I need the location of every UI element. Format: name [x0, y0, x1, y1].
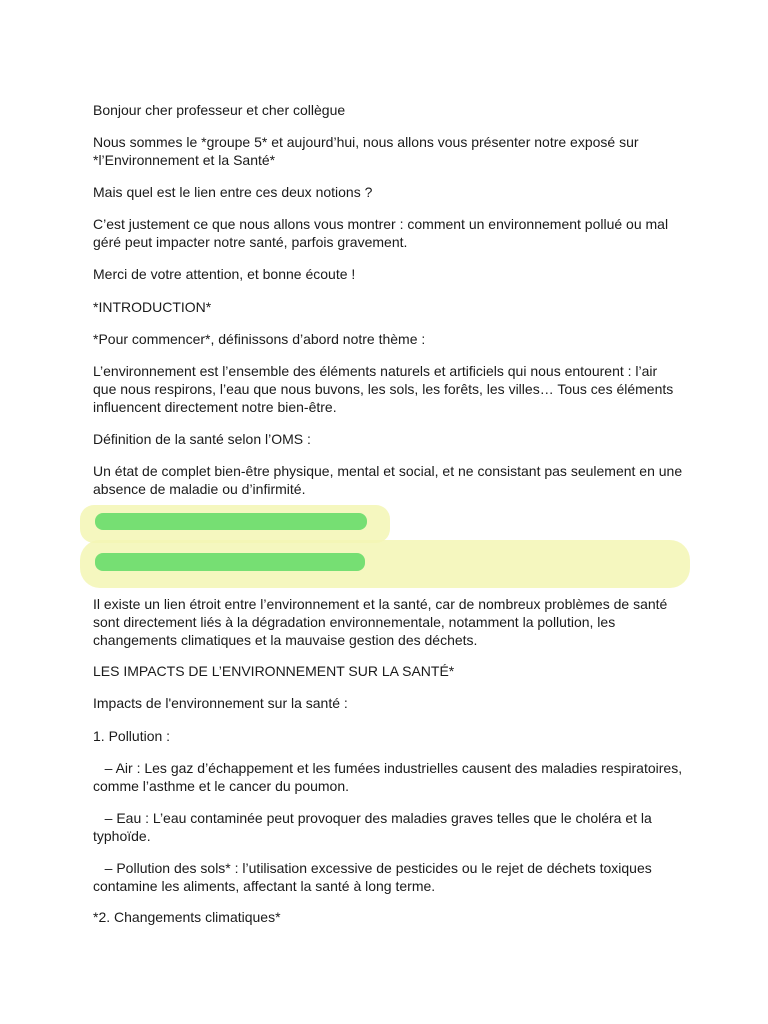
- announcement: C’est justement ce que nous allons vous montrer : comment un environnement pollué ou mal géré peut impacter notre santé, parfois gravement.: [93, 216, 672, 250]
- yellow-highlight-top: [80, 505, 390, 543]
- air-item: – Air : Les gaz d’échappement et les fumées industrielles causent des maladies respiratoires, comme l’asthme et le cancer du poumon.: [93, 760, 686, 794]
- soil-item: – Pollution des sols* : l’utilisation excessive de pesticides ou le rejet de déchets toxiques contamine les aliments, affectant la santé à long terme.: [93, 860, 656, 894]
- question: Mais quel est le lien entre ces deux notions ?: [93, 184, 373, 200]
- thanks: Merci de votre attention, et bonne écoute !: [93, 266, 356, 282]
- climate-heading: *2. Changements climatiques*: [93, 909, 281, 925]
- green-highlight-bottom: [95, 553, 365, 571]
- green-highlight-top: [95, 513, 367, 530]
- group-intro: Nous sommes le *groupe 5* et aujourd’hui, nous allons vous présenter notre exposé sur *l’Environnement et la Santé*: [93, 134, 643, 168]
- pollution-heading: 1. Pollution :: [93, 728, 171, 744]
- yellow-highlight-bottom: [80, 540, 690, 588]
- section-heading-impacts: LES IMPACTS DE L’ENVIRONNEMENT SUR LA SANTÉ*: [93, 663, 455, 679]
- environment-definition: L’environnement est l’ensemble des éléments naturels et artificiels qui nous entourent : l’air que nous respirons, l’eau que nous buvons, les sols, les forêts, les villes… Tous ces éléments influencent directement notre bien-être.: [93, 363, 678, 415]
- health-definition: Un état de complet bien-être physique, mental et social, et ne consistant pas seulement en une absence de maladie ou d’infirmité.: [93, 463, 687, 497]
- impacts-intro: Impacts de l'environnement sur la santé :: [93, 695, 348, 711]
- oms-heading: Définition de la santé selon l’OMS :: [93, 431, 311, 447]
- water-item: – Eau : L’eau contaminée peut provoquer des maladies graves telles que le choléra et la typhoïde.: [93, 810, 656, 844]
- definition-intro: *Pour commencer*, définissons d’abord notre thème :: [93, 331, 426, 347]
- link-paragraph: Il existe un lien étroit entre l’environnement et la santé, car de nombreux problèmes de santé sont directement liés à la dégradation environnementale, notamment la pollution, les changements climatiques et la mauvaise gestion des déchets.: [93, 596, 672, 648]
- section-heading-introduction: *INTRODUCTION*: [93, 299, 212, 315]
- greeting: Bonjour cher professeur et cher collègue: [93, 102, 346, 118]
